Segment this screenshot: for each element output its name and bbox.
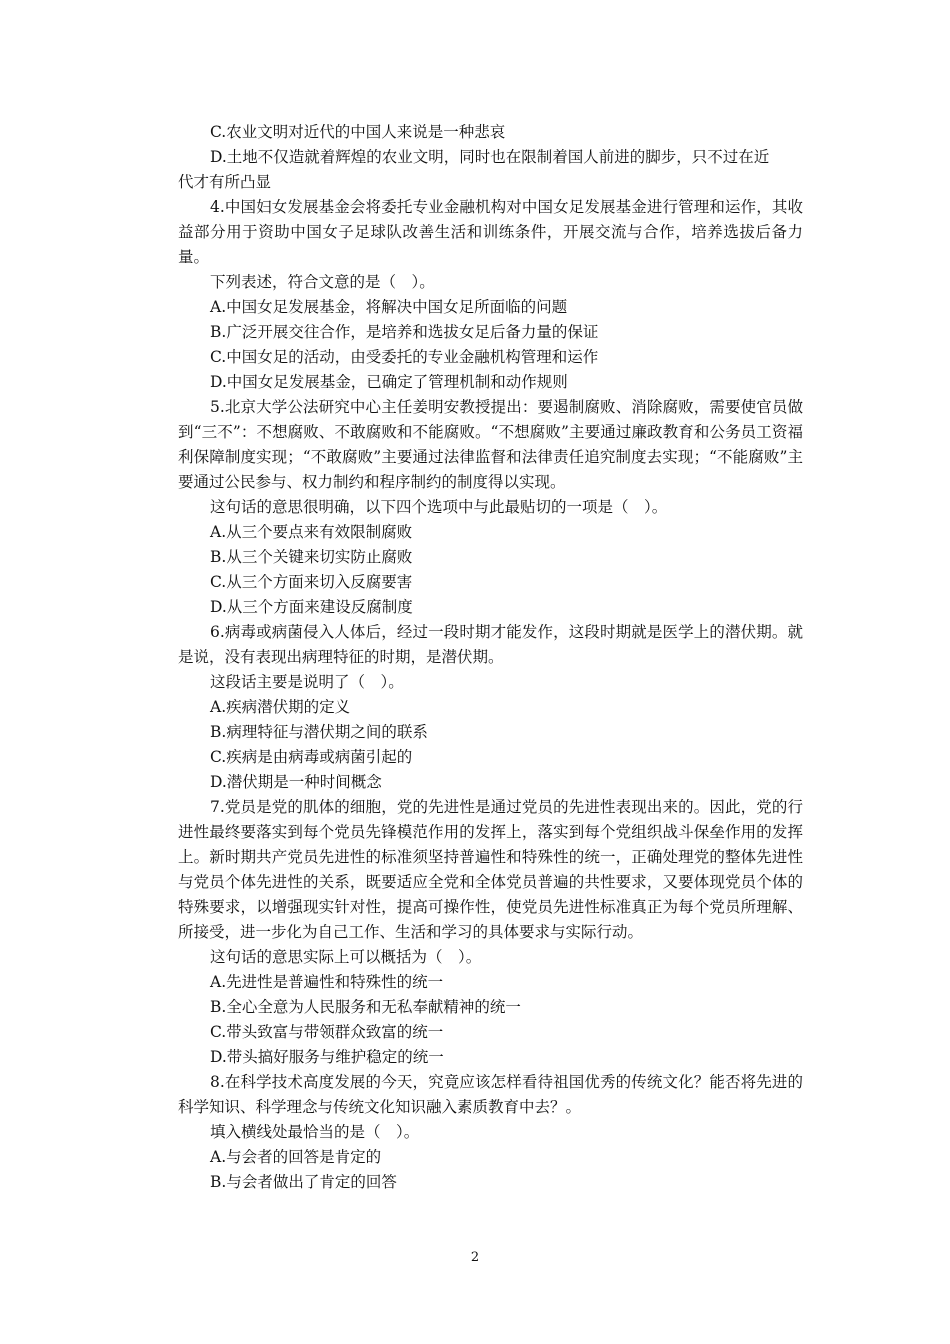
continued-line: 代才有所凸显 (178, 173, 272, 191)
answer-option: C.带头致富与带领群众致富的统一 (210, 1023, 444, 1041)
page-content (178, 120, 803, 1195)
answer-option: C.农业文明对近代的中国人来说是一种悲哀 (210, 123, 506, 141)
answer-option: D.带头搞好服务与维护稳定的统一 (210, 1048, 444, 1066)
answer-option: A.先进性是普遍性和特殊性的统一 (210, 973, 444, 991)
answer-option: D.土地不仅造就着辉煌的农业文明，同时也在限制着国人前进的脚步，只不过在近 (210, 148, 770, 166)
question-prompt: 这句话的意思实际上可以概括为（ ）。 (210, 948, 482, 966)
answer-option: C.疾病是由病毒或病菌引起的 (210, 748, 413, 766)
answer-option: D.从三个方面来建设反腐制度 (210, 598, 413, 616)
question-text: 7.党员是党的肌体的细胞，党的先进性是通过党员的先进性表现出来的。因此，党的行进性最终要落实到每个党员先锋模范作用的发挥上，落实到每个党组织战斗保垒作用的发挥上。新时期共产党员先进性的标准须坚持普遍性和特殊性的统一，正确处理党的整体先进性与党员个体先进性的关系，既要适应全党和全体党员普遍的共性要求，又要体现党员个体的特殊要求，以增强现实针对性，提高可操作性，使党员先进性标准真正为每个党员所理解、所接受，进一步化为自己工作、生活和学习的具体要求与实际行动。 (178, 798, 803, 941)
answer-option: B.与会者做出了肯定的回答 (210, 1173, 397, 1191)
answer-option: B.从三个关键来切实防止腐败 (210, 548, 413, 566)
question-text: 6.病毒或病菌侵入人体后，经过一段时期才能发作，这段时期就是医学上的潜伏期。就是说，没有表现出病理特征的时期，是潜伏期。 (178, 623, 803, 666)
answer-option: D.中国女足发展基金，已确定了管理机制和动作规则 (210, 373, 568, 391)
answer-option: C.中国女足的活动，由受委托的专业金融机构管理和运作 (210, 348, 599, 366)
answer-option: A.中国女足发展基金，将解决中国女足所面临的问题 (210, 298, 568, 316)
answer-option: C.从三个方面来切入反腐要害 (210, 573, 413, 591)
question-text: 8.在科学技术高度发展的今天，究竟应该怎样看待祖国优秀的传统文化？能否将先进的科学知识、科学理念与传统文化知识融入素质教育中去？。 (178, 1073, 803, 1116)
answer-option: B.全心全意为人民服务和无私奉献精神的统一 (210, 998, 521, 1016)
question-prompt: 这句话的意思很明确，以下四个选项中与此最贴切的一项是（ ）。 (210, 498, 668, 516)
page-number: 2 (470, 1250, 480, 1265)
question-text: 5.北京大学公法研究中心主任姜明安教授提出：要遏制腐败、消除腐败，需要使官员做到“三不”：不想腐败、不敢腐败和不能腐败。“不想腐败”主要通过廉政教育和公务员工资福利保障制度实现；“不敢腐败”主要通过法律监督和法律责任追究制度去实现；“不能腐败”主要通过公民参与、权力制约和程序制约的制度得以实现。 (178, 398, 803, 491)
answer-option: A.疾病潜伏期的定义 (210, 698, 351, 716)
answer-option: A.从三个要点来有效限制腐败 (210, 523, 413, 541)
answer-option: D.潜伏期是一种时间概念 (210, 773, 382, 791)
answer-option: B.广泛开展交往合作，是培养和选拔女足后备力量的保证 (210, 323, 599, 341)
answer-option: A.与会者的回答是肯定的 (210, 1148, 382, 1166)
question-prompt: 下列表述，符合文意的是（ ）。 (210, 273, 435, 291)
question-prompt: 填入横线处最恰当的是（ ）。 (210, 1123, 420, 1141)
question-text: 4.中国妇女发展基金会将委托专业金融机构对中国女足发展基金进行管理和运作，其收益部分用于资助中国女子足球队改善生活和训练条件，开展交流与合作，培养选拔后备力量。 (178, 198, 803, 266)
question-prompt: 这段话主要是说明了（ ）。 (210, 673, 404, 691)
answer-option: B.病理特征与潜伏期之间的联系 (210, 723, 428, 741)
